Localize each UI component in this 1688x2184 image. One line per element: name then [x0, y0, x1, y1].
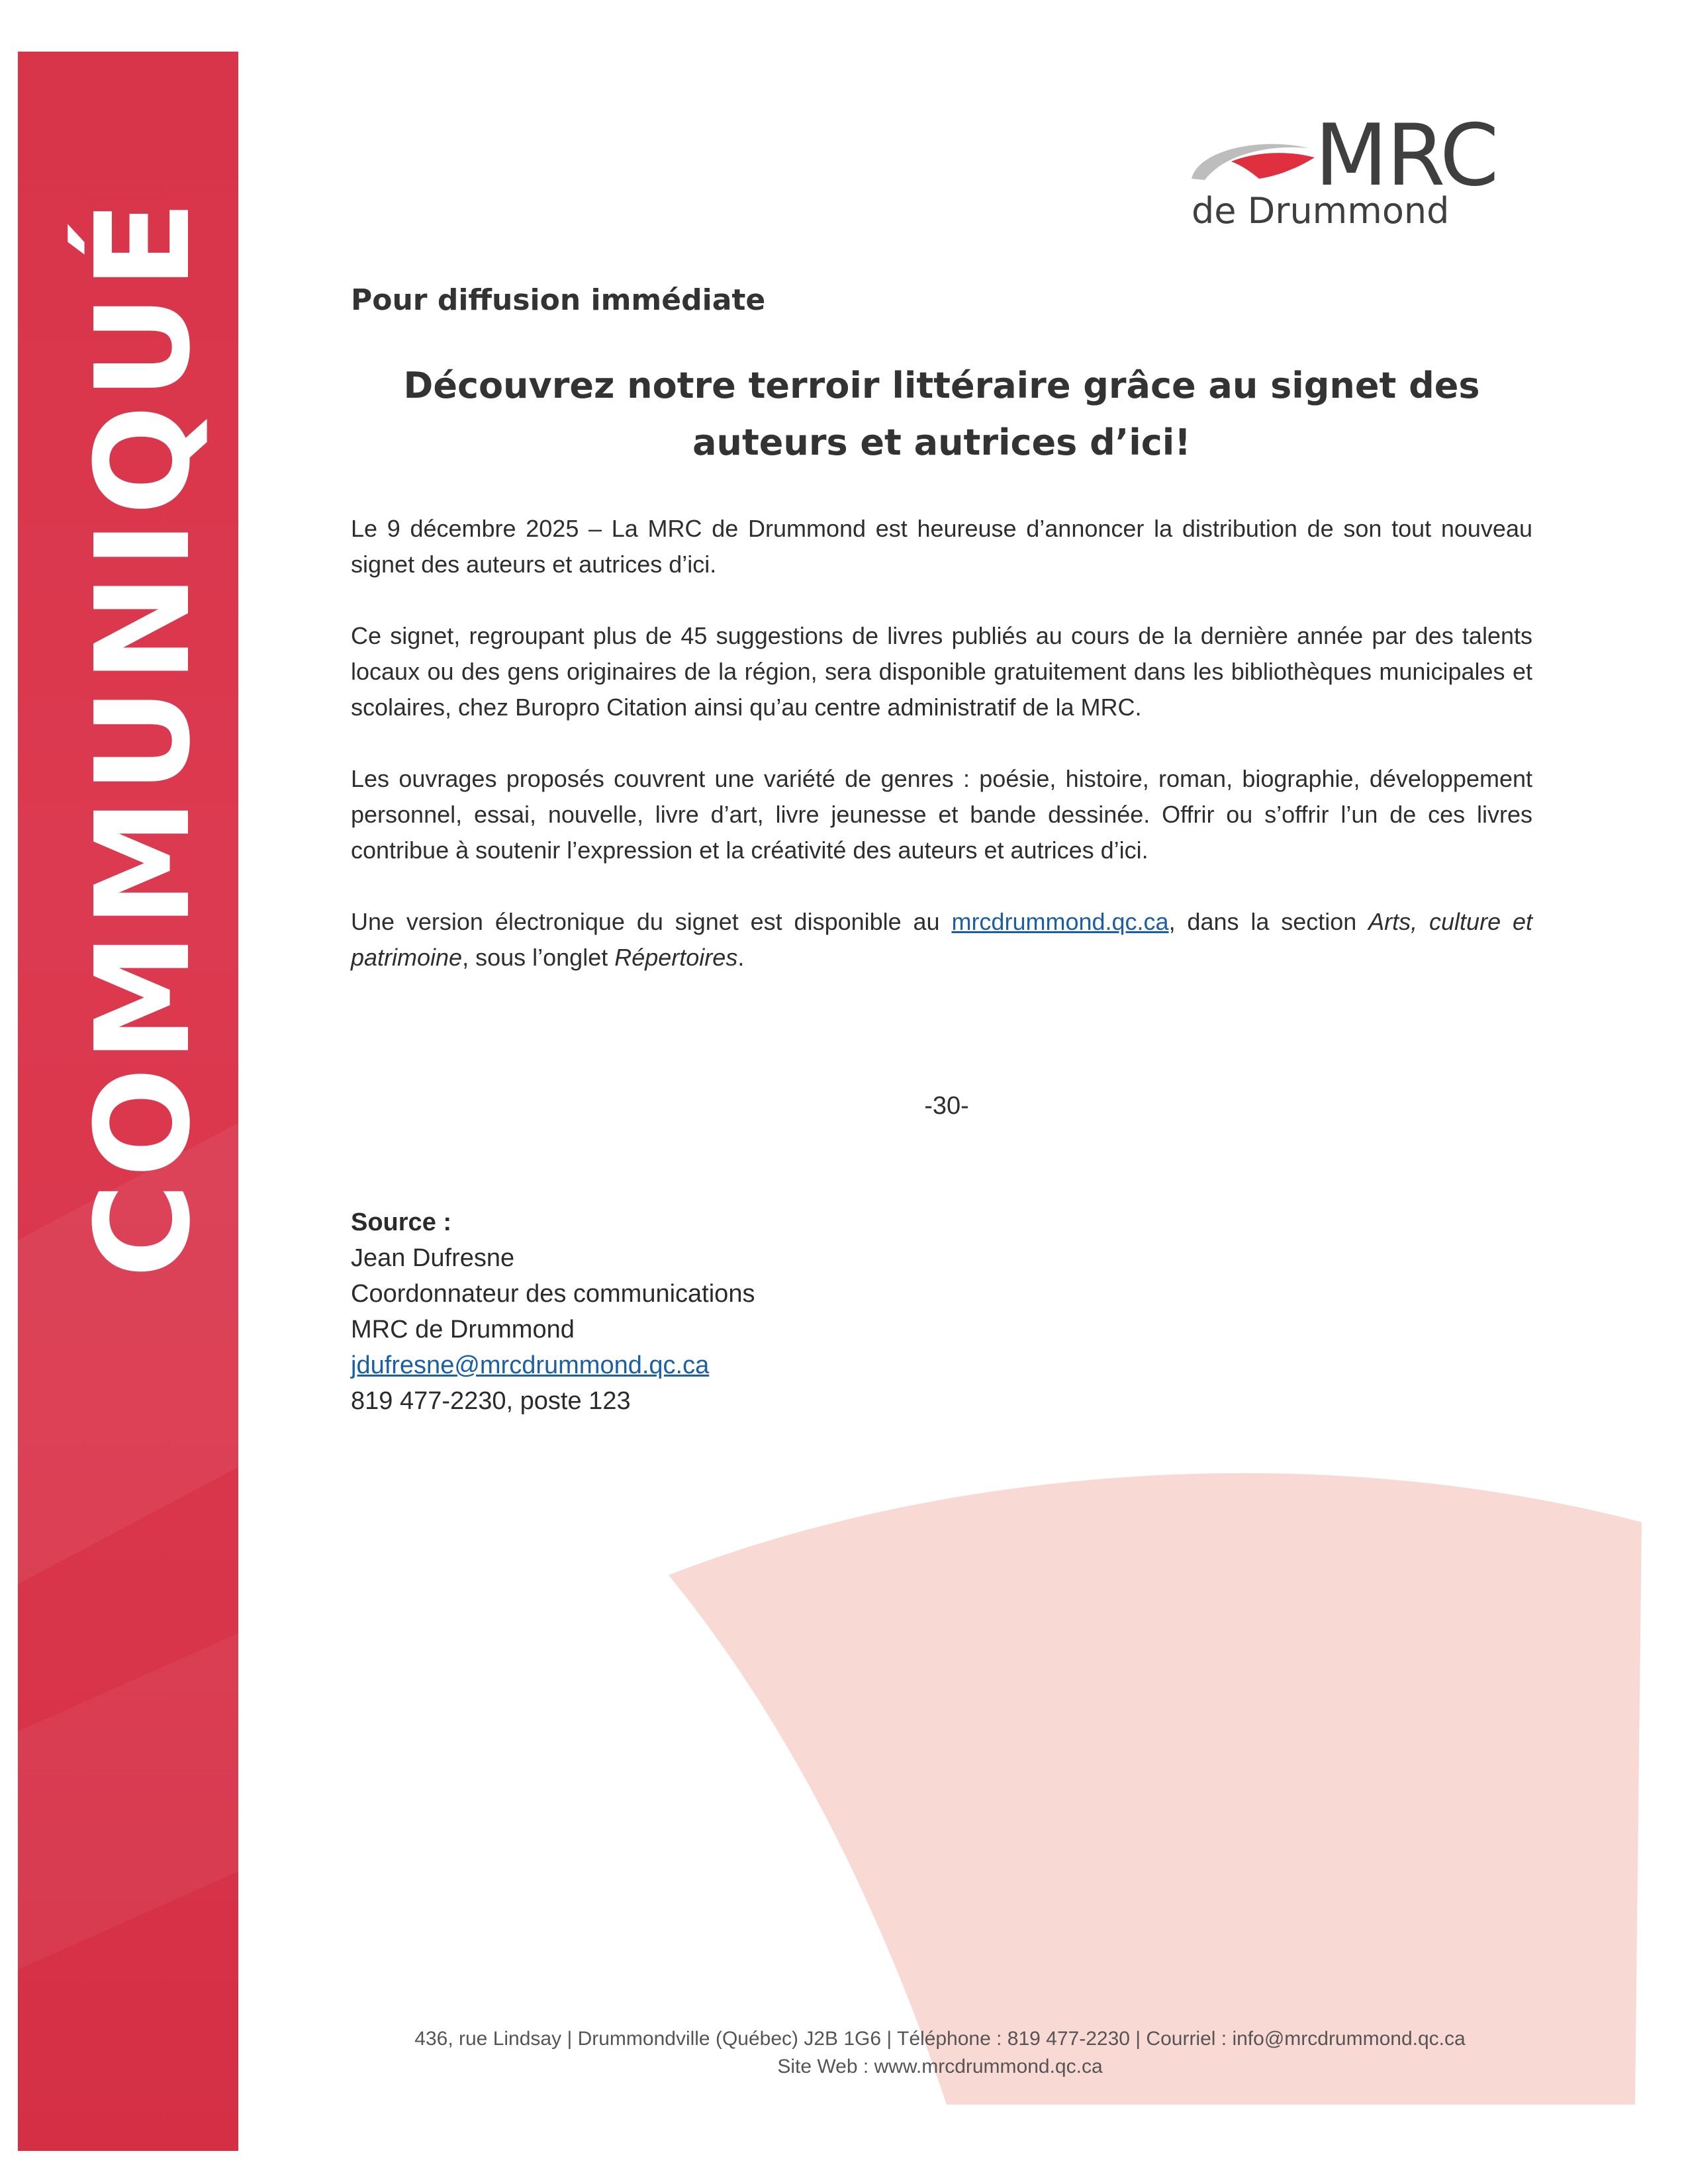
body-paragraph: Ce signet, regroupant plus de 45 suggestions de livres publiés au cours de la dernière année par des talents locaux ou des gens originaires de la région, sera disponible gratuitement dans les bibliothèques municipales et scolaires, chez Buropro Citation ainsi qu’au centre administratif de la MRC. [351, 622, 1532, 721]
decorative-pink-shape [662, 1443, 1662, 2105]
website-link[interactable]: mrcdrummond.qc.ca [951, 908, 1169, 935]
contact-organization: MRC de Drummond [351, 1316, 575, 1343]
release-kicker: Pour diffusion immédiate [351, 283, 766, 317]
paragraph-text: , sous l’onglet [462, 944, 615, 971]
paragraph-text: Une version électronique du signet est disponible au [351, 908, 952, 935]
tab-name: Répertoires [614, 944, 738, 971]
headline [351, 357, 1532, 471]
contact-email-link[interactable]: jdufresne@mrcdrummond.qc.ca [351, 1351, 710, 1379]
contact-title: Coordonnateur des communications [351, 1280, 755, 1308]
source-label: Source : [351, 1208, 452, 1236]
body-text [351, 511, 1532, 1011]
headline-line: Découvrez notre terroir littéraire grâce au signet des [403, 365, 1480, 406]
footer-website: Site Web : www.mrcdrummond.qc.ca [777, 2056, 1103, 2077]
section-name: Arts, culture et patrimoine [351, 908, 1532, 971]
logo-swoosh-icon [1185, 131, 1317, 191]
paragraph-text: , dans la section [1168, 908, 1369, 935]
body-paragraph: Les ouvrages proposés couvrent une variété de genres : poésie, histoire, roman, biographie, développement personnel, essai, nouvelle, livre d’art, livre jeunesse et bande dessinée. Offrir ou s’offrir l’un de ces livres contribue à soutenir l’expression et la créativité des auteurs et autrices d’ici. [351, 765, 1532, 864]
body-paragraph: Le 9 décembre 2025 – La MRC de Drummond est heureuse d’annoncer la distribution de son tout nouveau signet des auteurs et autrices d’ici. [351, 515, 1532, 578]
source-block [351, 1205, 1013, 1419]
mrc-logo [1185, 107, 1529, 237]
headline-line: auteurs et autrices d’ici! [692, 422, 1191, 463]
footer-address: 436, rue Lindsay | Drummondville (Québec) J2B 1G6 | Téléphone : 819 477-2230 | Courriel : info@mrcdrummond.qc.ca [414, 2028, 1466, 2050]
paragraph-text: . [737, 944, 745, 971]
footer [285, 2025, 1595, 2081]
end-mark: -30- [924, 1092, 969, 1120]
communique-label: COMMUNIQUÉ [68, 195, 219, 1279]
contact-phone: 819 477-2230, poste 123 [351, 1387, 631, 1415]
logo-name: MRC [1315, 107, 1498, 205]
body-paragraph-website [351, 904, 1532, 976]
band-decor-shape [18, 1578, 238, 1993]
communique-sidebar-band [18, 52, 238, 2151]
logo-subtitle: de Drummond [1192, 190, 1450, 232]
contact-name: Jean Dufresne [351, 1244, 515, 1272]
